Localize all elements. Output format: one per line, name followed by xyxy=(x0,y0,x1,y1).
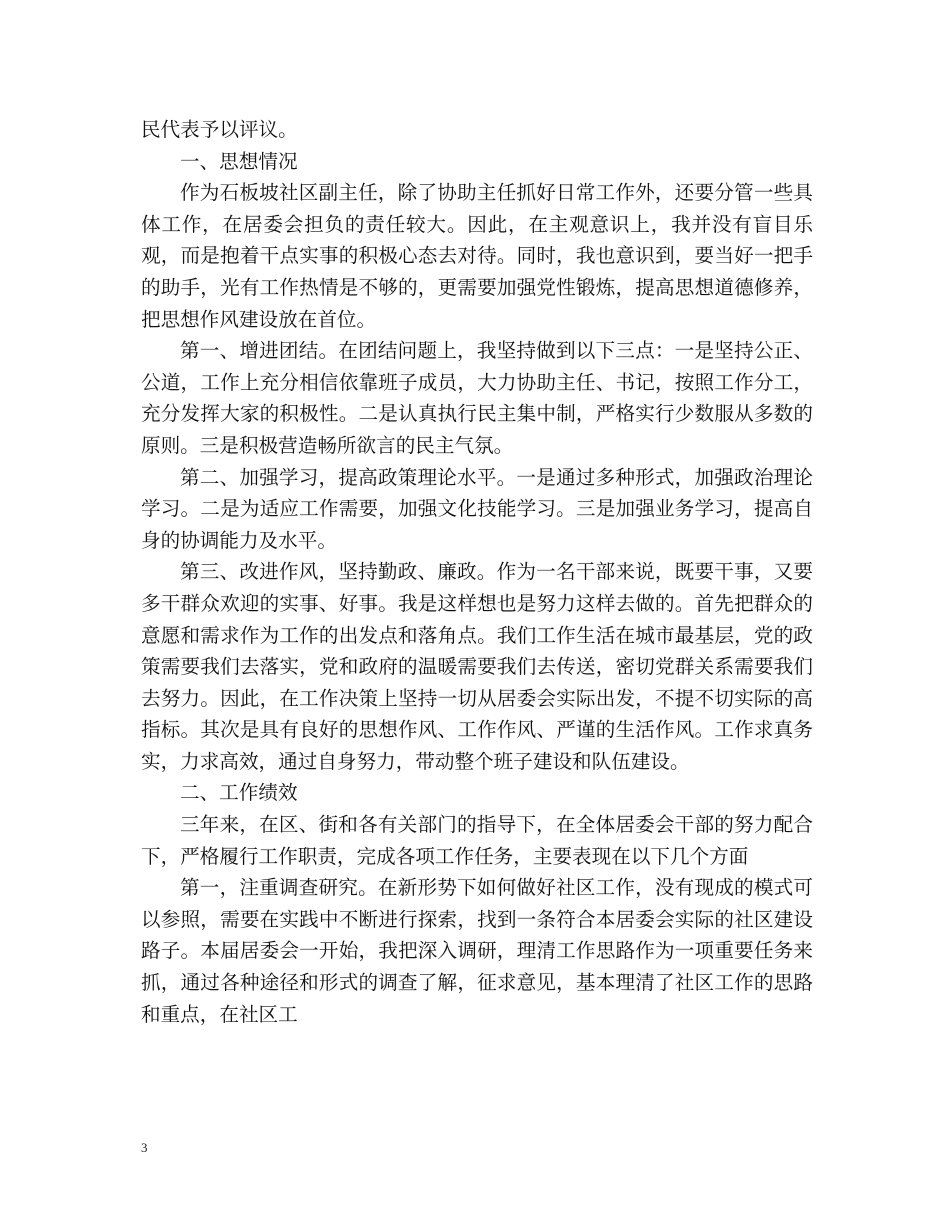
paragraph: 三年来，在区、街和各有关部门的指导下，在全体居委会干部的努力配合下，严格履行工作职责，完成各项工作任务，主要表现在以下几个方面 xyxy=(141,813,813,868)
paragraph: 民代表予以评议。 xyxy=(141,118,298,141)
paragraph: 第三、改进作风，坚持勤政、廉政。作为一名干部来说，既要干事，又要多干群众欢迎的实事、好事。我是这样想也是努力这样去做的。首先把群众的意愿和需求作为工作的出发点和落角点。我们工作生活在城市最基层，党的政策需要我们去落实，党和政府的温暖需要我们去传送，密切党群关系需要我们去努力。因此，在工作决策上坚持一切从居委会实际出发，不提不切实际的高指标。其次是具有良好的思想作风、工作作风、严谨的生活作风。工作求真务实，力求高效，通过自身努力，带动整个班子建设和队伍建设。 xyxy=(141,560,813,773)
document-body xyxy=(141,114,813,1030)
paragraph: 第二、加强学习，提高政策理论水平。一是通过多种形式，加强政治理论学习。二是为适应工作需要，加强文化技能学习。三是加强业务学习，提高自身的协调能力及水平。 xyxy=(141,465,813,552)
paragraph: 第一，注重调查研究。在新形势下如何做好社区工作，没有现成的模式可以参照，需要在实践中不断进行探索，找到一条符合本居委会实际的社区建设路子。本届居委会一开始，我把深入调研，理清工作思路作为一项重要任务来抓，通过各种途径和形式的调查了解，征求意见，基本理清了社区工作的思路和重点，在社区工 xyxy=(141,876,813,1026)
section-heading: 二、工作绩效 xyxy=(180,781,298,805)
paragraph: 第一、增进团结。在团结问题上，我坚持做到以下三点：一是坚持公正、公道，工作上充分相信依靠班子成员，大力协助主任、书记，按照工作分工，充分发挥大家的积极性。二是认真执行民主集中制，严格实行少数服从多数的原则。三是积极营造畅所欲言的民主气氛。 xyxy=(141,339,813,457)
page-number: 3 xyxy=(141,1140,148,1155)
paragraph: 作为石板坡社区副主任，除了协助主任抓好日常工作外，还要分管一些具体工作，在居委会担负的责任较大。因此，在主观意识上，我并没有盲目乐观，而是抱着干点实事的积极心态去对待。同时，我也意识到，要当好一把手的助手，光有工作热情是不够的，更需要加强党性锻炼，提高思想道德修养，把思想作风建设放在首位。 xyxy=(141,181,813,331)
section-heading: 一、思想情况 xyxy=(180,149,298,173)
